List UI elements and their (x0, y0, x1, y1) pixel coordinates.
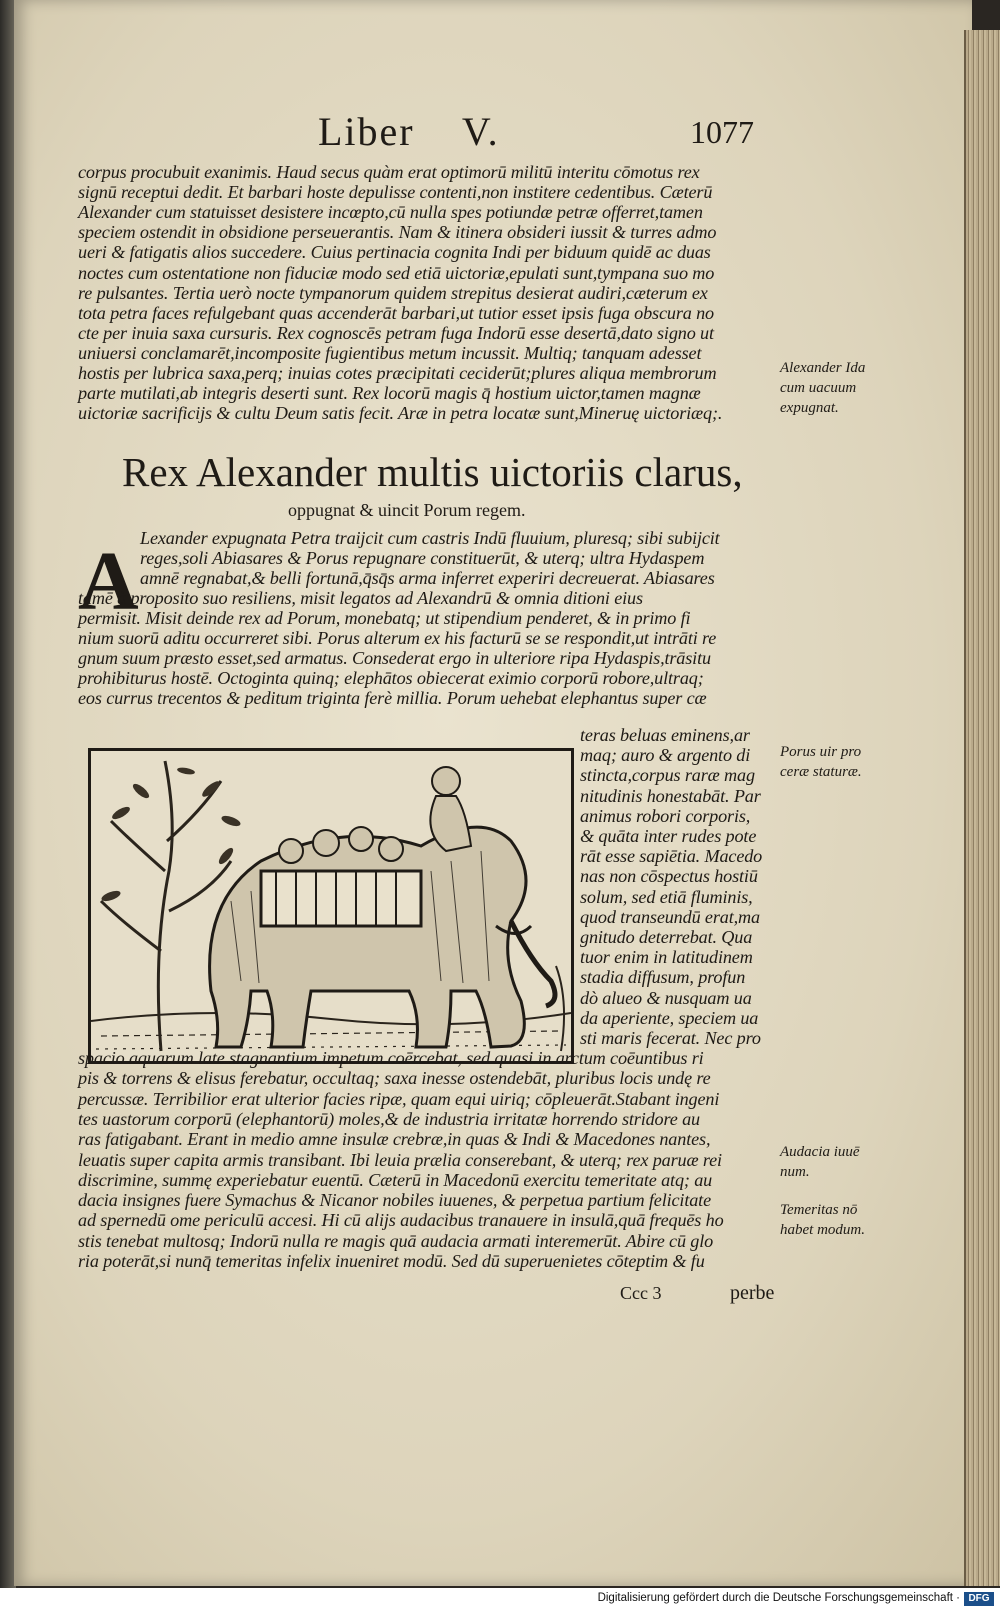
section-heading: Rex Alexander multis uictoriis clarus, (122, 449, 743, 495)
margin-note-line: Audacia iuuē (780, 1144, 860, 1160)
text-line: & quāta inter rudes pote (580, 826, 757, 846)
text-line: signū receptui dedit. Et barbari hoste depulisse contenti,non institere cedentibus. Cæterū (78, 182, 713, 203)
text-line: eos currus trecentos & peditum triginta ferè millia. Porum uehebat elephantus super cæ (78, 688, 707, 708)
text-line: prohibiturus hostē. Octoginta quinq; elephātos obiecerat eximio corporū robore,ultraq; (78, 668, 704, 688)
elephant-woodcut-drawing (91, 751, 571, 1061)
text-line: amnē regnabat,& belli fortunā,q̄sq̄s arma inferret experiri decreuerat. Abiasares (140, 568, 715, 588)
text-line: dò alueo & nusquam ua (580, 987, 752, 1008)
text-line: teras beluas eminens,ar (580, 725, 750, 745)
text-line: re pulsantes. Tertia uerò nocte tympanorum quidem strepitus desierat audiri,cæterum ex (78, 282, 708, 303)
text-line: tes uastorum corporū (elephantorū) moles,& de industria irritatæ horrendo stridore au (78, 1108, 700, 1129)
text-line: percussæ. Terribilior erat ulterior facies ripæ, quam equi uiriq; cōpleuerāt.Stabant ingeni (78, 1088, 720, 1109)
dfg-logo: DFG (964, 1592, 994, 1606)
catchword: perbe (730, 1282, 775, 1304)
section-subheading: oppugnat & uincit Porum regem. (288, 500, 526, 520)
text-line: quod transeundū erat,ma (580, 906, 760, 927)
text-line: ras fatigabant. Erant in medio amne insulæ crebræ,in quas & Indi & Macedones nantes, (78, 1129, 711, 1150)
text-line: speciem ostendit in obsidione perseuerantis. Nam & itinera obsideri iussit & turres admo (78, 222, 717, 243)
margin-note-line: Temeritas nō (780, 1202, 858, 1218)
text-line: dacia insignes fuere Symachus & Nicanor nobiles iuuenes, & perpetua partium felicitate (78, 1190, 711, 1211)
margin-note-line: expugnat. (780, 400, 839, 416)
text-line: nium suorū aditu occurreret sibi. Porus alterum ex his facturū se se respondit,ut intrāti re (78, 628, 717, 648)
text-line: da aperiente, speciem ua (580, 1007, 759, 1028)
text-line: stincta,corpus raræ mag (580, 765, 755, 786)
text-line: solum, sed etiā fluminis, (580, 886, 753, 907)
signature-mark: Ccc 3 (620, 1283, 662, 1303)
text-line: ria poterāt,si nunq̄ temeritas infelix inueniret modū. Sed dū superuenietes cōteptim & fu (78, 1251, 705, 1271)
text-line: discrimine, summę experiebatur euentū. Cæterū in Macedonū exercitu temeritate atq; au (78, 1169, 713, 1190)
text-line: nas non cōspectus hostiū (580, 866, 758, 887)
footer-credit: Digitalisierung gefördert durch die Deutsche Forschungsgemeinschaft · (597, 1592, 960, 1604)
text-line: reges,soli Abiasares & Porus repugnare constituerūt, & uterq; ultra Hydaspem (140, 548, 705, 568)
text-line: parte mutilati,ab integris deserti sunt. Rex locorū magis q̄ hostium uictor,tamen magnæ (78, 383, 701, 404)
margin-note-line: Alexander Ida (780, 360, 866, 376)
text-line: maq; auro & argento di (580, 745, 751, 766)
margin-note-line: cum uacuum (780, 380, 857, 396)
text-line: permisit. Misit deinde rex ad Porum, monebatq; ut stipendium penderet, & in primo fi (78, 608, 691, 628)
text-line: animus robori corporis, (580, 805, 751, 826)
text-line: Alexander cum statuisset desistere incœpto,cū nulla spes potiundæ petræ offerret,tamen (78, 202, 703, 223)
text-line: sti maris fecerat. Nec pro (580, 1028, 761, 1048)
text-line: stadia diffusum, profun (580, 967, 746, 988)
drop-cap: A (78, 535, 139, 628)
margin-note-line: ceræ staturæ. (780, 764, 862, 780)
text-line: pis & torrens & elisus ferebatur, occultaq; saxa inesse ostendebāt, pluribus locis undę re (78, 1068, 711, 1089)
margin-note-line: habet modum. (780, 1222, 865, 1238)
text-line: leuatis super capita armis transibant. Ibi leuia prælia conserebant, & uterq; rex paruæ rei (78, 1149, 722, 1170)
text-line: tuor enim in latitudinem (580, 947, 753, 968)
folio-number: 1077 (690, 114, 754, 150)
margin-note-line: Porus uir pro (780, 744, 862, 760)
text-line: gnum suum præsto esset,sed armatus. Consederat ergo in ulteriore ripa Hydaspis,trāsitu (78, 648, 711, 668)
text-line: stis tenebat multosq; Indorū nulla re magis quā audacia armati interemerūt. Abire cū glo (78, 1230, 714, 1251)
text-line: ad spernedū ome periculū accesi. Hi cū alijs audacibus tranauere in insulā,quā frequēs ho (78, 1210, 724, 1231)
text-line: spacio aquarum late stagnantium impetum coērcebat, sed quasi in arctum coēuntibus ri (78, 1048, 704, 1068)
text-line: hostis per lubrica saxa,perq; inuias cotes præcipitati ceciderūt;plures aliqua membrorum (78, 363, 717, 383)
text-line: nitudinis honestabāt. Par (580, 785, 761, 806)
text-line: Lexander expugnata Petra traijcit cum castris Indū fluuium, pluresq; sibi subijcit (140, 528, 720, 548)
text-line: tamē à proposito suo resiliens, misit legatos ad Alexandrū & omnia ditioni eius (78, 588, 643, 608)
margin-note-line: num. (780, 1164, 810, 1180)
text-line: gnitudo deterrebat. Qua (580, 927, 753, 947)
text-line: tota petra faces refulgebant quas accenderāt barbari,ut tutior esset ipsis fuga obscura no (78, 302, 714, 323)
text-line: uictoriæ sacrificijs & cultu Deum satis fecit. Aræ in petra locatæ sunt,Mineruę uictoriæq;. (78, 403, 723, 424)
page-edge-stack (964, 30, 1000, 1586)
text-line: rāt esse sapiētia. Macedo (580, 846, 763, 867)
running-head: Liber V. (318, 109, 500, 154)
text-line: cte per inuia saxa cursuris. Rex cognoscēs petram fuga Indorū esse desertā,dato signo ut (78, 322, 714, 343)
text-line: noctes cum ostentatione non fiduciæ modo sed etiā uictoriæ,epulati sunt,tympana suo mo (78, 262, 715, 283)
text-line: ueri & fatigatis alios succedere. Cuius pertinacia cognita Indi per biduum quidē ac duas (78, 242, 711, 263)
text-line: corpus procubuit exanimis. Haud secus quàm erat optimorū militū interitu cōmotus rex (78, 162, 700, 182)
woodcut-elephant-illustration (88, 748, 574, 1064)
text-line: uniuersi conclamarēt,incomposite fugientibus metum incussit. Multiq; tanquam adesset (78, 342, 702, 363)
